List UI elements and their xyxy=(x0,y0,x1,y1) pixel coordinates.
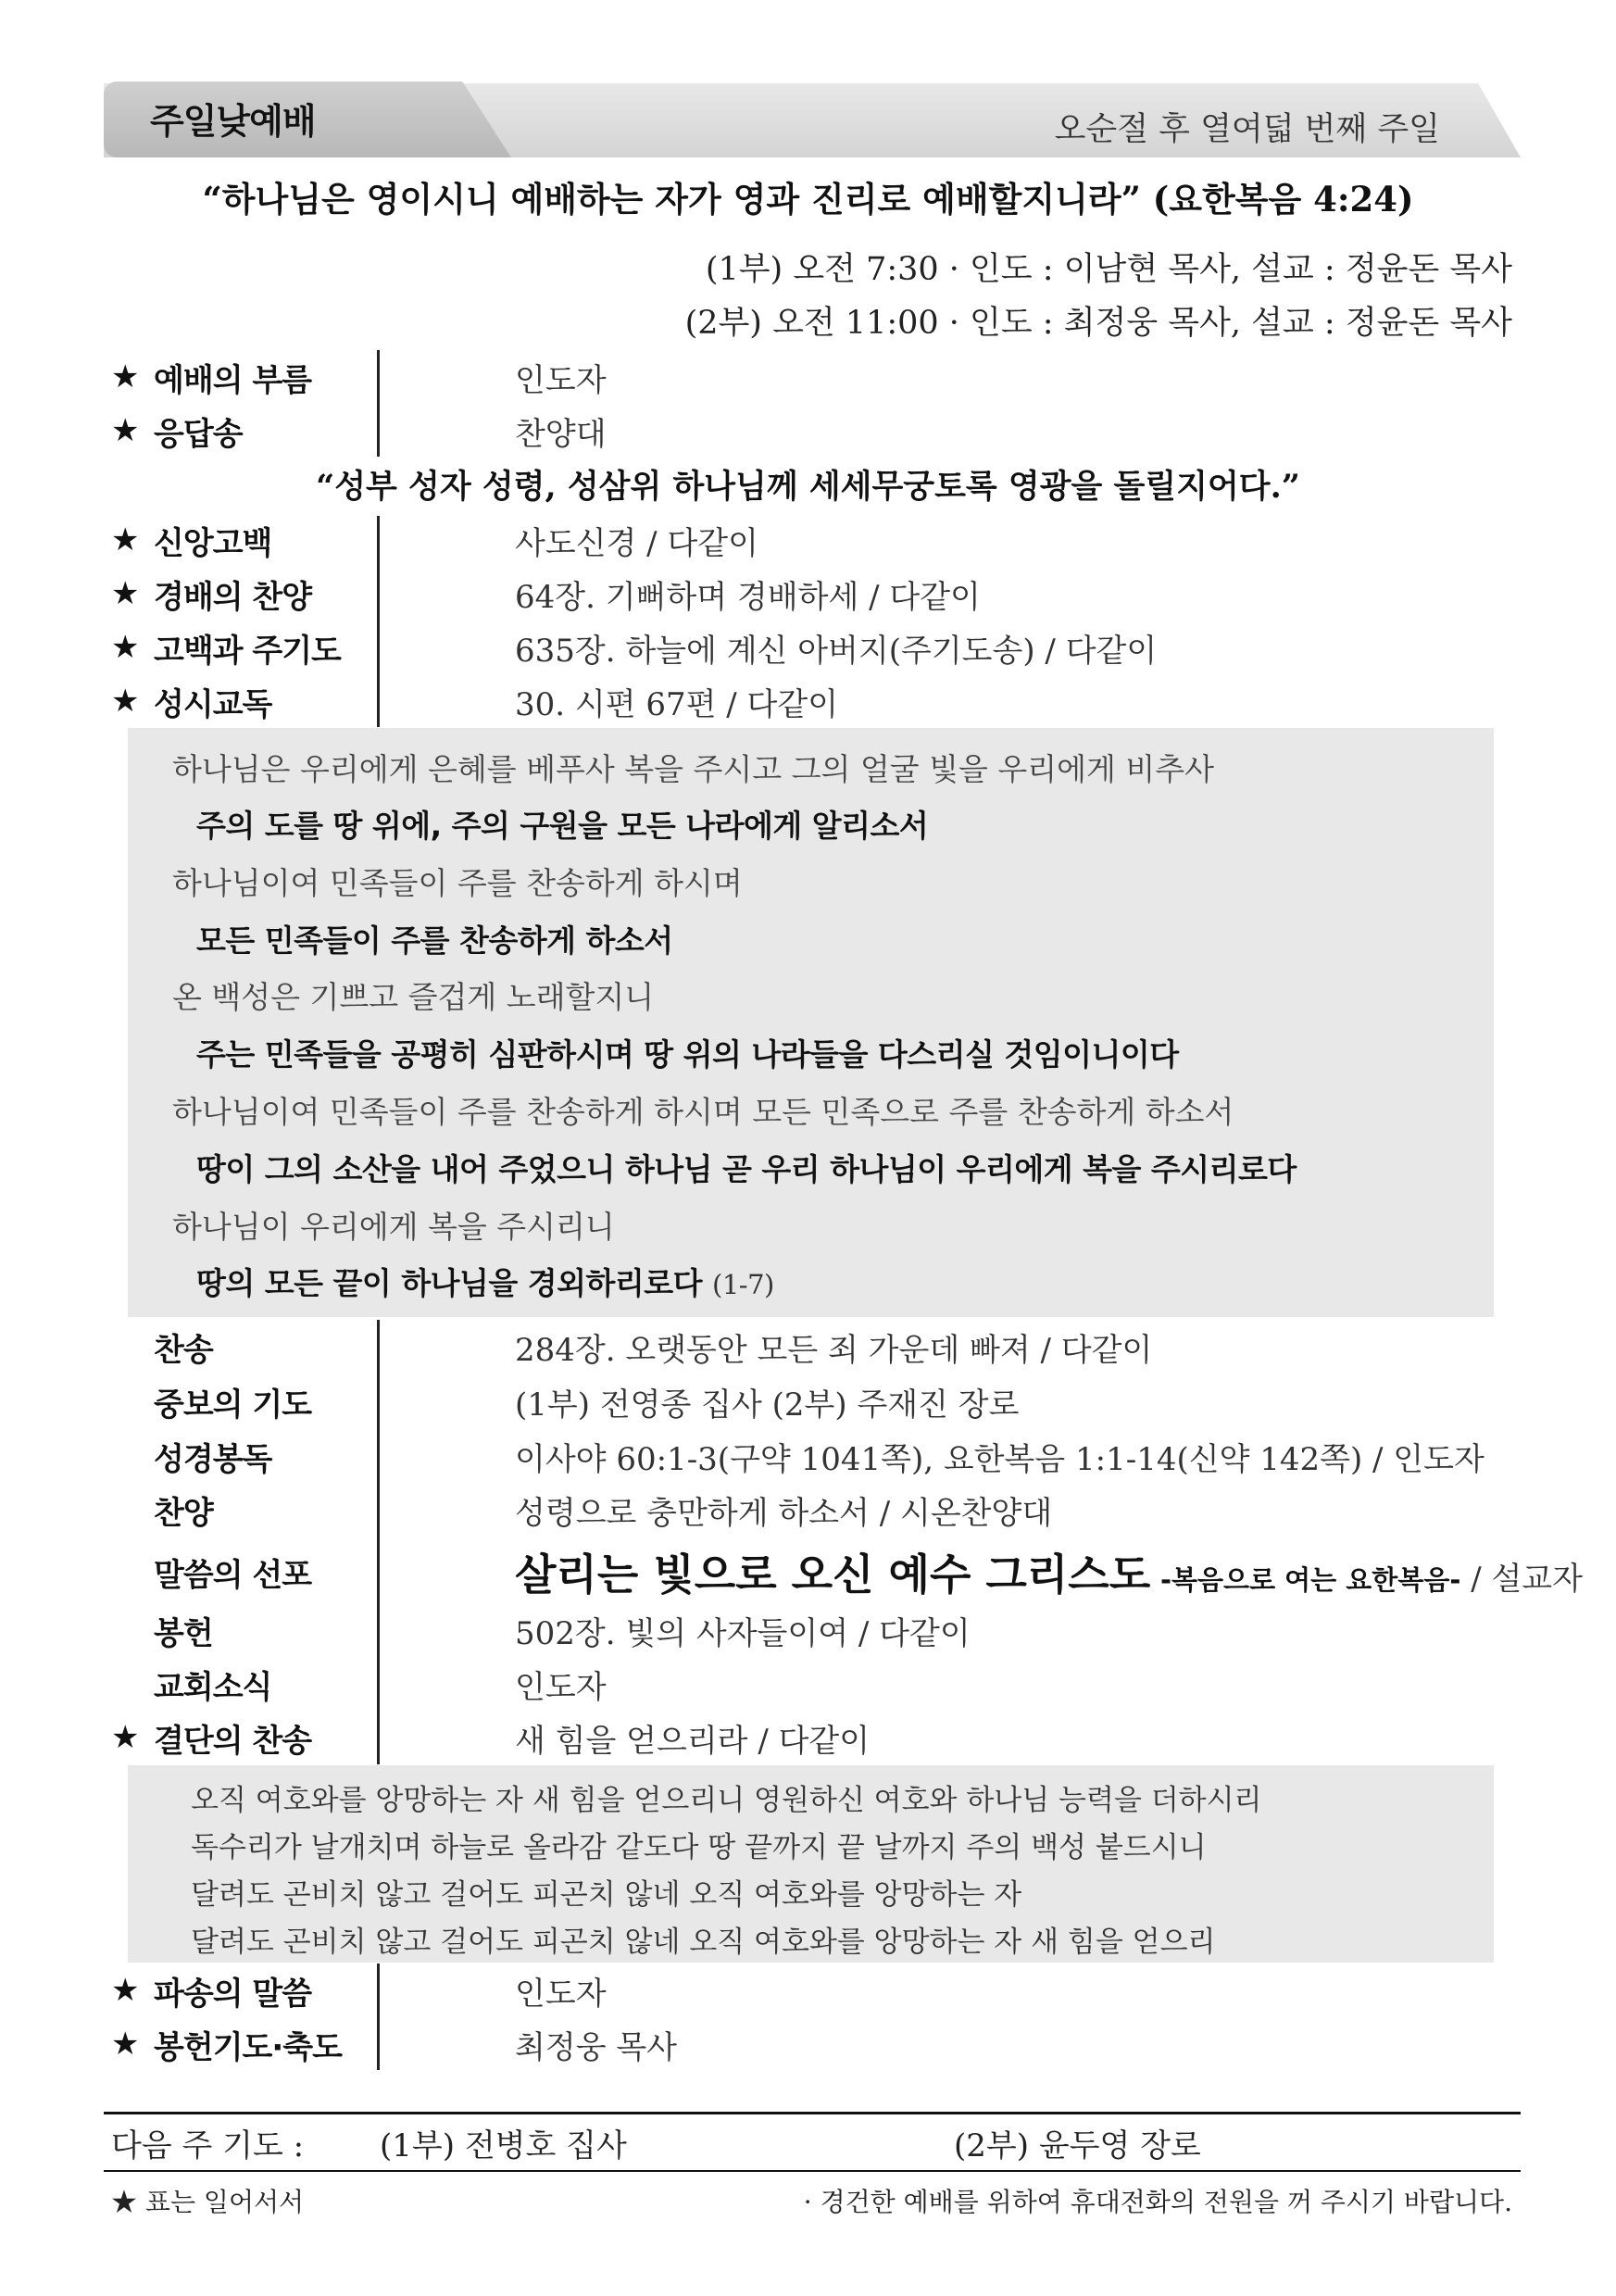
star-icon: ★ xyxy=(111,575,140,612)
star-icon: ★ xyxy=(111,1719,140,1756)
order-item xyxy=(111,513,1500,567)
order-label: 봉헌기도·축도 xyxy=(154,2028,342,2066)
next-week-second-service: (2부) 윤두영 장로 xyxy=(954,2127,1201,2164)
theme-verse: “하나님은 영이시니 예배하는 자가 영과 진리로 예배할지니라” (요한복음 4:24) xyxy=(202,179,1414,220)
next-week-first-service: (1부) 전병호 집사 xyxy=(380,2127,627,2164)
service-time-first: (1부) 오전 7:30 · 인도 : 이남현 목사, 설교 : 정윤돈 목사 xyxy=(705,251,1512,288)
order-label: 신앙고백 xyxy=(154,524,272,562)
next-week-label: 다음 주 기도 : xyxy=(111,2127,305,2164)
sermon-subtitle: -복음으로 여는 요한복음- xyxy=(1159,1564,1461,1596)
hymn-lyric-line: 달려도 곤비치 않고 걸어도 피곤치 않네 오직 여호와를 앙망하는 자 새 힘을 얻으리 xyxy=(191,1926,1216,1959)
order-label: 찬양 xyxy=(154,1494,213,1532)
star-icon: ★ xyxy=(111,683,140,720)
reading-response-line: 땅이 그의 소산을 내어 주었으니 하나님 곧 우리 하나님이 우리에게 복을 주시리로다 xyxy=(196,1151,1297,1187)
star-icon: ★ xyxy=(111,1972,140,2009)
order-item xyxy=(111,674,1500,728)
order-value: 64장. 기뻐하며 경배하세 / 다같이 xyxy=(515,578,981,616)
verse-reference: (1-7) xyxy=(712,1269,774,1300)
order-value: 인도자 xyxy=(515,1668,607,1706)
star-icon: ★ xyxy=(111,358,140,395)
order-value: 인도자 xyxy=(515,361,607,399)
order-item xyxy=(111,404,1500,458)
order-label: 경배의 찬양 xyxy=(154,578,312,616)
reading-leader-line: 하나님이 우리에게 복을 주시리니 xyxy=(172,1209,615,1245)
order-label: 결단의 찬송 xyxy=(154,1722,312,1760)
reading-leader-line: 하나님이여 민족들이 주를 찬송하게 하시며 xyxy=(172,865,743,901)
order-label: 예배의 부름 xyxy=(154,361,312,399)
order-item xyxy=(111,1429,1500,1483)
order-label: 응답송 xyxy=(154,415,243,453)
order-item xyxy=(111,1483,1500,1537)
hymn-lyric-line: 오직 여호와를 앙망하는 자 새 힘을 얻으리니 영원하신 여호와 하나님 능력을 더하시리 xyxy=(191,1784,1262,1817)
gloria-patri: “성부 성자 성령, 성삼위 하나님께 세세무궁토록 영광을 돌릴지어다.” xyxy=(316,468,1300,506)
sermon-row xyxy=(111,1540,1583,1603)
order-item xyxy=(111,350,1500,404)
order-item xyxy=(111,2017,1500,2071)
order-value: 최정웅 목사 xyxy=(515,2028,678,2066)
reading-response-line: 주의 도를 땅 위에, 주의 구원을 모든 나라에게 알리소서 xyxy=(196,808,929,844)
reading-response-line xyxy=(196,1260,774,1303)
order-value: 사도신경 / 다같이 xyxy=(515,524,758,562)
order-label: 중보의 기도 xyxy=(154,1386,312,1424)
phone-note: · 경건한 예배를 위하여 휴대전화의 전원을 꺼 주시기 바랍니다. xyxy=(803,2187,1512,2217)
order-label: 성시교독 xyxy=(154,685,272,723)
order-label: 파송의 말씀 xyxy=(154,1975,312,2013)
order-label: 봉헌 xyxy=(154,1614,213,1652)
reading-leader-line: 온 백성은 기쁘고 즐겁게 노래할지니 xyxy=(172,979,655,1015)
order-label: 찬송 xyxy=(154,1331,213,1369)
week-label: 오순절 후 열여덟 번째 주일 xyxy=(1054,111,1440,148)
sermon-suffix: / 설교자 xyxy=(1471,1561,1583,1598)
reading-response-line: 주는 민족들을 공평히 심판하시며 땅 위의 나라들을 다스리실 것임이니이다 xyxy=(196,1036,1179,1073)
order-item xyxy=(111,567,1500,621)
star-icon: ★ xyxy=(111,2026,140,2063)
sermon-title: 살리는 빛으로 오신 예수 그리스도 xyxy=(515,1549,1151,1600)
order-label: 교회소식 xyxy=(154,1668,272,1706)
footer-bottom-rule xyxy=(104,2170,1521,2172)
hymn-lyric-line: 달려도 곤비치 않고 걸어도 피곤치 않네 오직 여호와를 앙망하는 자 xyxy=(191,1878,1022,1912)
section-title: 주일낮예배 xyxy=(150,101,316,142)
order-label: 고백과 주기도 xyxy=(154,632,341,670)
order-value: 이사야 60:1-3(구약 1041쪽), 요한복음 1:1-14(신약 142쪽) / 인도자 xyxy=(515,1440,1484,1478)
order-value: 30. 시편 67편 / 다같이 xyxy=(515,685,839,723)
order-value: 284장. 오랫동안 모든 죄 가운데 빠져 / 다같이 xyxy=(515,1331,1153,1369)
reading-response-text: 땅의 모든 끝이 하나님을 경외하리로다 xyxy=(196,1265,703,1301)
order-item xyxy=(111,1603,1500,1657)
footer-top-rule xyxy=(104,2112,1521,2114)
service-time-second: (2부) 오전 11:00 · 인도 : 최정웅 목사, 설교 : 정윤돈 목사 xyxy=(684,305,1512,342)
hymn-lyric-line: 독수리가 날개치며 하늘로 올라감 같도다 땅 끝까지 끝 날까지 주의 백성 붙드시니 xyxy=(191,1831,1207,1864)
star-icon: ★ xyxy=(111,629,140,666)
order-value: 새 힘을 얻으리라 / 다같이 xyxy=(515,1722,871,1760)
order-item xyxy=(111,621,1500,674)
order-item xyxy=(111,1374,1500,1428)
standing-note: ★ 표는 일어서서 xyxy=(111,2187,305,2217)
sermon-value xyxy=(515,1541,1583,1602)
order-value: 성령으로 충만하게 하소서 / 시온찬양대 xyxy=(515,1494,1053,1532)
order-value: 635장. 하늘에 계신 아버지(주기도송) / 다같이 xyxy=(515,632,1158,670)
order-value: (1부) 전영종 집사 (2부) 주재진 장로 xyxy=(515,1386,1020,1424)
order-value: 인도자 xyxy=(515,1975,607,2013)
order-item xyxy=(111,1964,1500,2017)
order-label: 성경봉독 xyxy=(154,1440,272,1478)
reading-response-line: 모든 민족들이 주를 찬송하게 하소서 xyxy=(196,922,673,959)
order-item xyxy=(111,1711,1500,1764)
order-item xyxy=(111,1657,1500,1711)
reading-leader-line: 하나님은 우리에게 은혜를 베푸사 복을 주시고 그의 얼굴 빛을 우리에게 비추사 xyxy=(172,751,1214,787)
sermon-label: 말씀의 선포 xyxy=(154,1556,312,1594)
order-item xyxy=(111,1320,1500,1374)
reading-leader-line: 하나님이여 민족들이 주를 찬송하게 하시며 모든 민족으로 주를 찬송하게 하소서 xyxy=(172,1094,1234,1130)
service-times xyxy=(685,243,1512,350)
star-icon: ★ xyxy=(111,521,140,558)
star-icon: ★ xyxy=(111,412,140,449)
order-value: 502장. 빛의 사자들이여 / 다같이 xyxy=(515,1614,971,1652)
order-value: 찬양대 xyxy=(515,415,607,453)
